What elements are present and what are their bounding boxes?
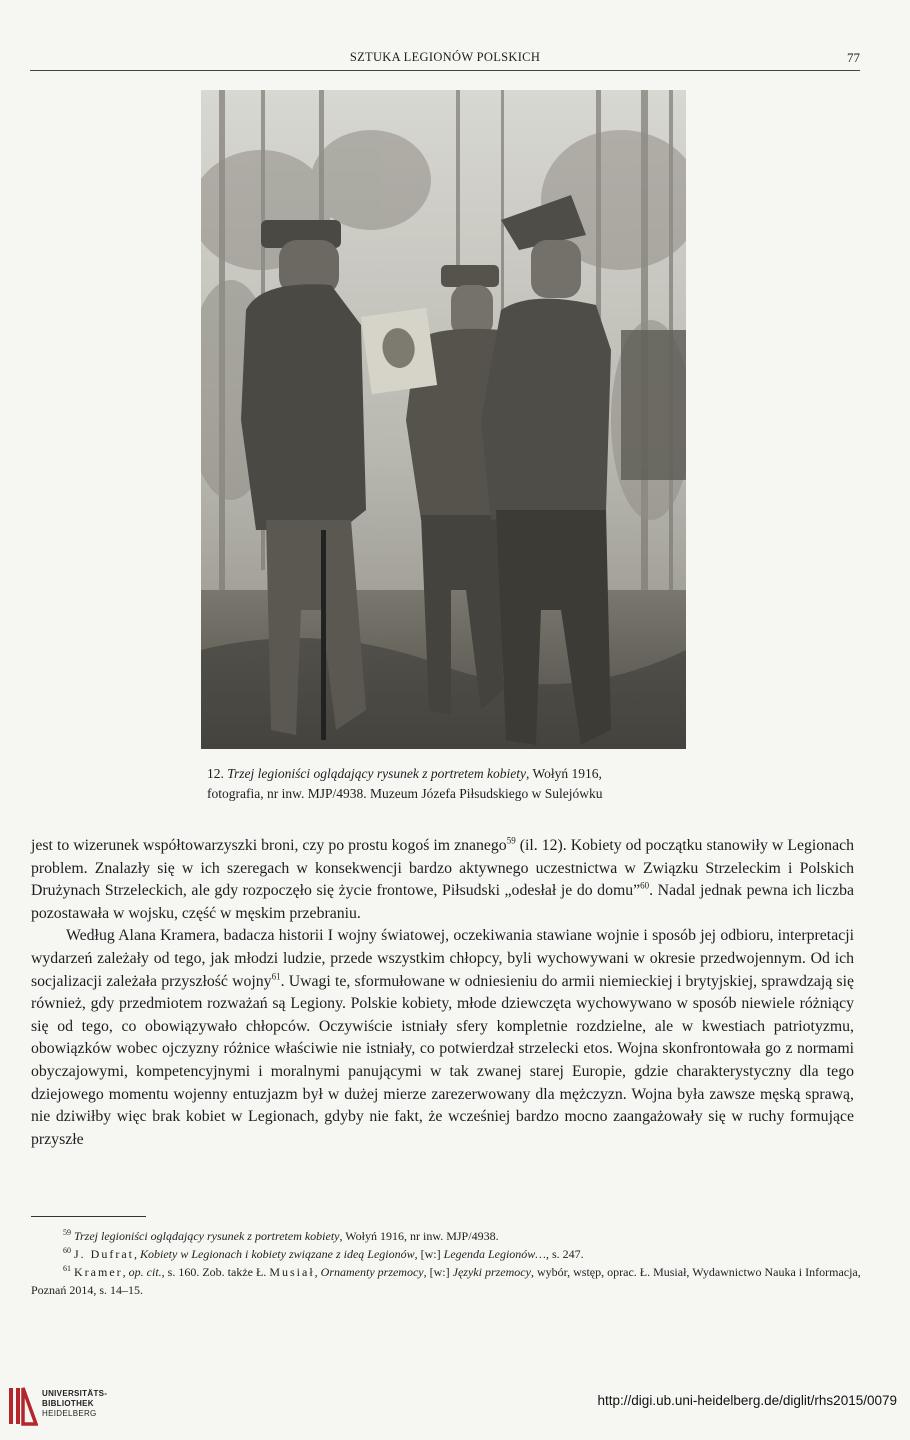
footnote-book: Legenda Legionów… — [443, 1247, 546, 1261]
footnote-59 — [31, 1227, 861, 1245]
p1-text-b: (il. 12). Kobiety od początku stanowiły w Legionach problem. Znalazły się w ich szeregach w konsekwencji bardzo aktywnego uczestnictwa w Związku Strzeleckim i Polskich Drużynach Strzeleckich, ale gdy rozpoczęło się życie frontowe, Piłsudski „odesłał je do domu” — [31, 837, 854, 900]
library-name — [42, 1389, 107, 1419]
caption-number: 12. — [207, 766, 224, 781]
running-title: SZTUKA LEGIONÓW POLSKICH — [349, 50, 541, 64]
caption-source: fotografia, nr inw. MJP/4938. Muzeum Józefa Piłsudskiego w Sulejówku — [207, 786, 603, 801]
footnote-rule — [31, 1216, 146, 1217]
p1-text-c: . Nadal jednak pewna ich liczba pozostawała w wojsku, część w męskim przebraniu. — [31, 882, 854, 922]
library-line-3: HEIDELBERG — [42, 1409, 97, 1418]
library-logo[interactable] — [8, 1386, 123, 1426]
p2-text-a: Według Alana Kramera, badacza historii I wojny światowej, oczekiwania stawiane wojnie i sposób jej odbioru, interpretacji wydarzeń zależały od tego, jak młodzi ludzie, przede wszystkim chłopcy, byli wychowywani w okresie przedwojennym. Od ich socjalizacji zależała przyszłość wojny — [31, 927, 854, 990]
body-text — [31, 835, 854, 1151]
footnote-text: , s. 160. Zob. także Ł. — [161, 1265, 270, 1279]
header-rule — [30, 70, 860, 71]
footnote-text: , [w:] — [423, 1265, 453, 1279]
figure-caption — [207, 764, 687, 804]
footnote-text: , wybór, wstęp, oprac. Ł. Musiał, Wydawnictwo Nauka i Informacja, Poznań 2014, s. 14–15. — [31, 1265, 861, 1297]
footnote-author: J. Dufrat — [74, 1247, 134, 1261]
p1-text-a: jest to wizerunek współtowarzyszki broni, czy po prostu kogoś im znanego — [31, 837, 507, 854]
footnote-author: Kramer — [74, 1265, 123, 1279]
footnote-text: , — [122, 1265, 129, 1279]
footnote-text: , — [134, 1247, 140, 1261]
footnote-text: , s. 247. — [545, 1247, 584, 1261]
caption-title: Trzej legioniści oglądający rysunek z portretem kobiety — [227, 766, 526, 781]
footnote-author-2: Musiał — [269, 1265, 315, 1279]
footnote-ref-60[interactable]: 60 — [640, 880, 650, 891]
figure-photo — [201, 90, 686, 749]
footnote-opcit: op. cit. — [128, 1265, 162, 1279]
footnote-text: , — [314, 1265, 321, 1279]
page-number: 77 — [847, 50, 860, 65]
footnote-ref-59[interactable]: 59 — [506, 835, 516, 846]
footnote-title: Trzej legioniści oglądający rysunek z portretem kobiety — [74, 1229, 340, 1243]
footnote-number: 60 — [63, 1246, 71, 1255]
page-header — [30, 50, 860, 70]
footnote-61 — [31, 1263, 861, 1299]
footnote-60 — [31, 1245, 861, 1263]
paragraph-2 — [31, 925, 854, 1151]
paragraph-1 — [31, 835, 854, 925]
heidelberg-library-logo-icon — [8, 1386, 38, 1426]
footnote-ref-61[interactable]: 61 — [271, 971, 281, 982]
footnote-number: 59 — [63, 1228, 71, 1237]
footnote-number: 61 — [63, 1264, 71, 1273]
library-line-1: UNIVERSITÄTS- — [42, 1389, 108, 1398]
footnote-title: Kobiety w Legionach i kobiety związane z ideą Legionów — [140, 1247, 415, 1261]
footnotes — [31, 1227, 861, 1299]
caption-place-date: , Wołyń 1916, — [525, 766, 602, 781]
footnote-text: , Wołyń 1916, nr inw. MJP/4938. — [339, 1229, 499, 1243]
library-line-2: BIBLIOTHEK — [42, 1399, 94, 1408]
p2-text-b: . Uwagi te, sformułowane w odniesieniu do armii niemieckiej i brytyjskiej, sprawdzają się również, gdy przedmiotem rozważań są Legiony. Polskie kobiety, młode dziewczęta wychowywano w sposób niewiele różniący się od tego, co obowiązywało chłopców. Oczywiście istniały sfery kompletnie rozdzielne, ale w kwestiach patriotyzmu, obowiązków wobec ojczyzny różnice właściwie nie istniały, co potwierdzał strzelecki etos. Wojna skonfrontowała go z normami obyczajowymi, kompetencyjnymi i moralnymi panującymi w tak zwanej starej Europie, gdzie charakterystyczny dla tego dziejowego momentu wojenny entuzjazm był w dużej mierze zarezerwowany dla mężczyzn. Wojna była zawsze męską sprawą, nie dziwiłby więc brak kobiet w Legionach, gdyby nie fakt, że wcześniej bardzo mocno zaangażowały się w ruchy formujące przyszłe — [31, 972, 854, 1148]
footnote-book: Języki przemocy — [452, 1265, 531, 1279]
source-url-link[interactable]: http://digi.ub.uni-heidelberg.de/diglit/rhs2015/0079 — [597, 1393, 897, 1408]
footnote-title: Ornamenty przemocy — [320, 1265, 424, 1279]
footnote-text: , [w:] — [414, 1247, 444, 1261]
